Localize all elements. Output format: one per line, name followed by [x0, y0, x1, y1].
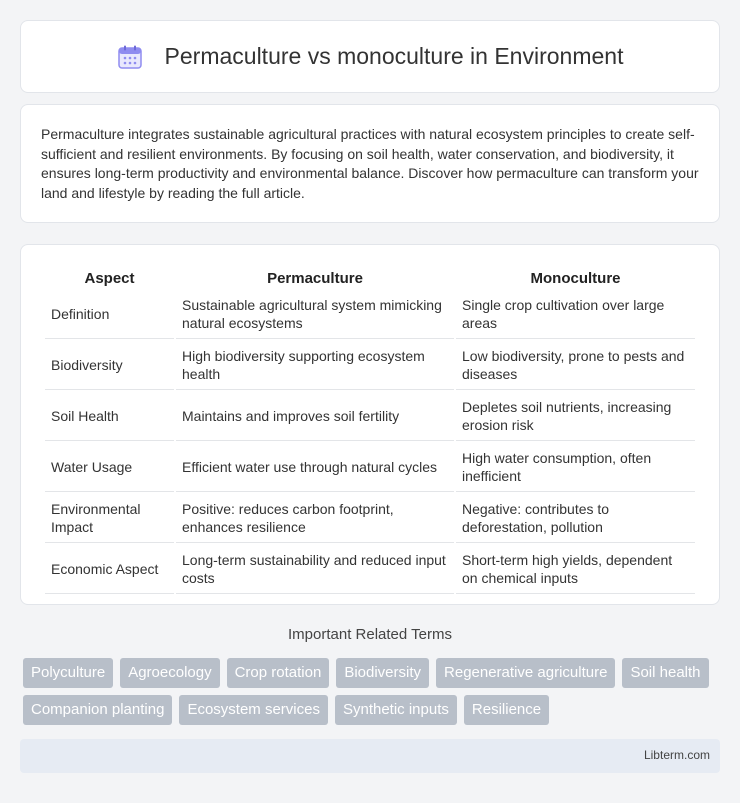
- table-row: [45, 545, 695, 594]
- table-cell: Efficient water use through natural cycles: [176, 443, 454, 492]
- tag-agroecology[interactable]: Agroecology: [120, 658, 219, 688]
- tag-resilience[interactable]: Resilience: [464, 695, 549, 725]
- table-cell: Economic Aspect: [45, 545, 174, 594]
- table-cell: Single crop cultivation over large areas: [456, 290, 695, 339]
- table-cell: Positive: reduces carbon footprint, enhances resilience: [176, 494, 454, 543]
- table-cell: Long-term sustainability and reduced input costs: [176, 545, 454, 594]
- tag-ecosystem-services[interactable]: Ecosystem services: [179, 695, 328, 725]
- table-cell: Environmental Impact: [45, 494, 174, 543]
- page-title: Permaculture vs monoculture in Environment: [164, 43, 624, 69]
- tag-biodiversity[interactable]: Biodiversity: [336, 658, 429, 688]
- tag-synthetic-inputs[interactable]: Synthetic inputs: [335, 695, 457, 725]
- table-row: [45, 341, 695, 390]
- table-cell: Short-term high yields, dependent on chemical inputs: [456, 545, 695, 594]
- column-header: Monoculture: [530, 270, 621, 287]
- tag-regenerative-agriculture[interactable]: Regenerative agriculture: [436, 658, 615, 688]
- intro-card: [20, 104, 720, 223]
- comparison-table-card: [20, 244, 720, 605]
- table-cell: Depletes soil nutrients, increasing erosion risk: [456, 392, 695, 441]
- footer: [20, 739, 720, 773]
- comparison-table: [43, 265, 697, 596]
- column-header: Aspect: [84, 270, 135, 287]
- header-card: [20, 20, 720, 93]
- table-cell: Soil Health: [45, 392, 174, 441]
- tag-polyculture[interactable]: Polyculture: [23, 658, 113, 688]
- table-cell: High water consumption, often inefficient: [456, 443, 695, 492]
- table-cell: High biodiversity supporting ecosystem health: [176, 341, 454, 390]
- table-cell: Biodiversity: [45, 341, 174, 390]
- tag-companion-planting[interactable]: Companion planting: [23, 695, 172, 725]
- footer-site-link[interactable]: Libterm.com: [643, 748, 710, 762]
- table-cell: Low biodiversity, prone to pests and diseases: [456, 341, 695, 390]
- related-terms-title: Important Related Terms: [288, 626, 452, 643]
- table-cell: Maintains and improves soil fertility: [176, 392, 454, 441]
- related-terms-list: [23, 658, 723, 725]
- table-row: [45, 443, 695, 492]
- tag-crop-rotation[interactable]: Crop rotation: [227, 658, 330, 688]
- tag-soil-health[interactable]: Soil health: [622, 658, 708, 688]
- table-cell: Negative: contributes to deforestation, pollution: [456, 494, 695, 543]
- calendar-icon: [117, 44, 143, 70]
- table-header-row: [45, 267, 695, 288]
- table-cell: Water Usage: [45, 443, 174, 492]
- table-cell: Sustainable agricultural system mimicking natural ecosystems: [176, 290, 454, 339]
- column-header: Permaculture: [267, 270, 363, 287]
- table-row: [45, 494, 695, 543]
- table-row: [45, 290, 695, 339]
- table-cell: Definition: [45, 290, 174, 339]
- table-row: [45, 392, 695, 441]
- intro-text: Permaculture integrates sustainable agricultural practices with natural ecosystem principles to create self-sufficient and resilient environments. By focusing on soil health, water conservation, and biodiversity, it ensures long-term productivity and environmental balance. Discover how permaculture can transform your land and lifestyle by reading the full article.: [41, 126, 699, 201]
